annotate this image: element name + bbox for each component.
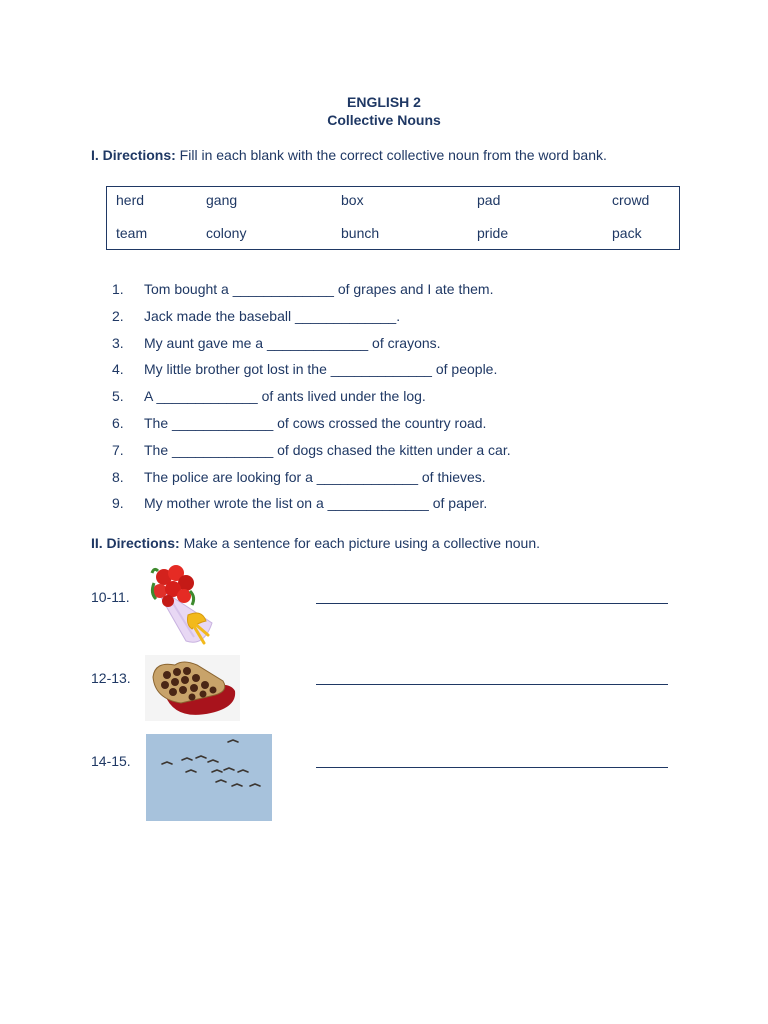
question-number: 5.: [112, 388, 124, 405]
word-bank-word: colony: [206, 225, 247, 241]
word-bank-word: pride: [477, 225, 509, 241]
word-bank-word: bunch: [341, 225, 380, 241]
worksheet-topic: Collective Nouns: [327, 112, 441, 128]
question-text: My aunt gave me a _____________ of crayons.: [144, 334, 441, 351]
answer-line[interactable]: [316, 684, 668, 685]
section1-directions: [91, 147, 607, 163]
question-text: Tom bought a _____________ of grapes and I ate them.: [144, 281, 494, 297]
question-number: 8.: [112, 468, 124, 485]
word-bank-word: pad: [477, 192, 501, 208]
word-bank-word: herd: [116, 192, 145, 208]
section1-text: Fill in each blank with the correct collective noun from the word bank.: [175, 147, 607, 163]
picture-item-number: 14-15.: [91, 753, 131, 769]
picture-item-number: 12-13.: [91, 670, 131, 686]
question-number: 1.: [112, 281, 124, 297]
question-text: Jack made the baseball _____________.: [144, 307, 401, 324]
question-text: My little brother got lost in the _____________ of people.: [144, 361, 498, 378]
section1-label: I. Directions:: [91, 147, 176, 163]
question-number: 9.: [112, 495, 124, 512]
question-text: The _____________ of dogs chased the kitten under a car.: [144, 441, 511, 458]
question-text: The police are looking for a _____________ of thieves.: [144, 468, 486, 485]
answer-line[interactable]: [316, 767, 668, 768]
picture-item-number: 10-11.: [91, 589, 130, 605]
question-number: 3.: [112, 334, 124, 351]
chocolate-box-icon: [145, 655, 240, 721]
flower-bouquet-icon: [146, 563, 218, 647]
question-text: My mother wrote the list on a _____________ of paper.: [144, 495, 488, 512]
answer-line[interactable]: [316, 603, 668, 604]
question-number: 6.: [112, 414, 124, 431]
question-number: 2.: [112, 307, 124, 324]
word-bank-word: team: [116, 225, 148, 241]
worksheet-subject: ENGLISH 2: [347, 94, 421, 110]
word-bank-word: pack: [612, 225, 642, 241]
word-bank-word: crowd: [612, 192, 650, 208]
question-text: The _____________ of cows crossed the country road.: [144, 414, 487, 431]
word-bank-word: gang: [206, 192, 238, 208]
section2-label: II. Directions:: [91, 535, 180, 551]
word-bank: [106, 186, 680, 250]
flock-of-birds-icon: [146, 734, 272, 821]
question-text: A _____________ of ants lived under the log.: [144, 388, 426, 405]
question-number: 4.: [112, 361, 124, 378]
question-number: 7.: [112, 441, 124, 458]
section2-directions: [91, 535, 540, 551]
word-bank-word: box: [341, 192, 364, 208]
section2-text: Make a sentence for each picture using a collective noun.: [179, 535, 541, 551]
